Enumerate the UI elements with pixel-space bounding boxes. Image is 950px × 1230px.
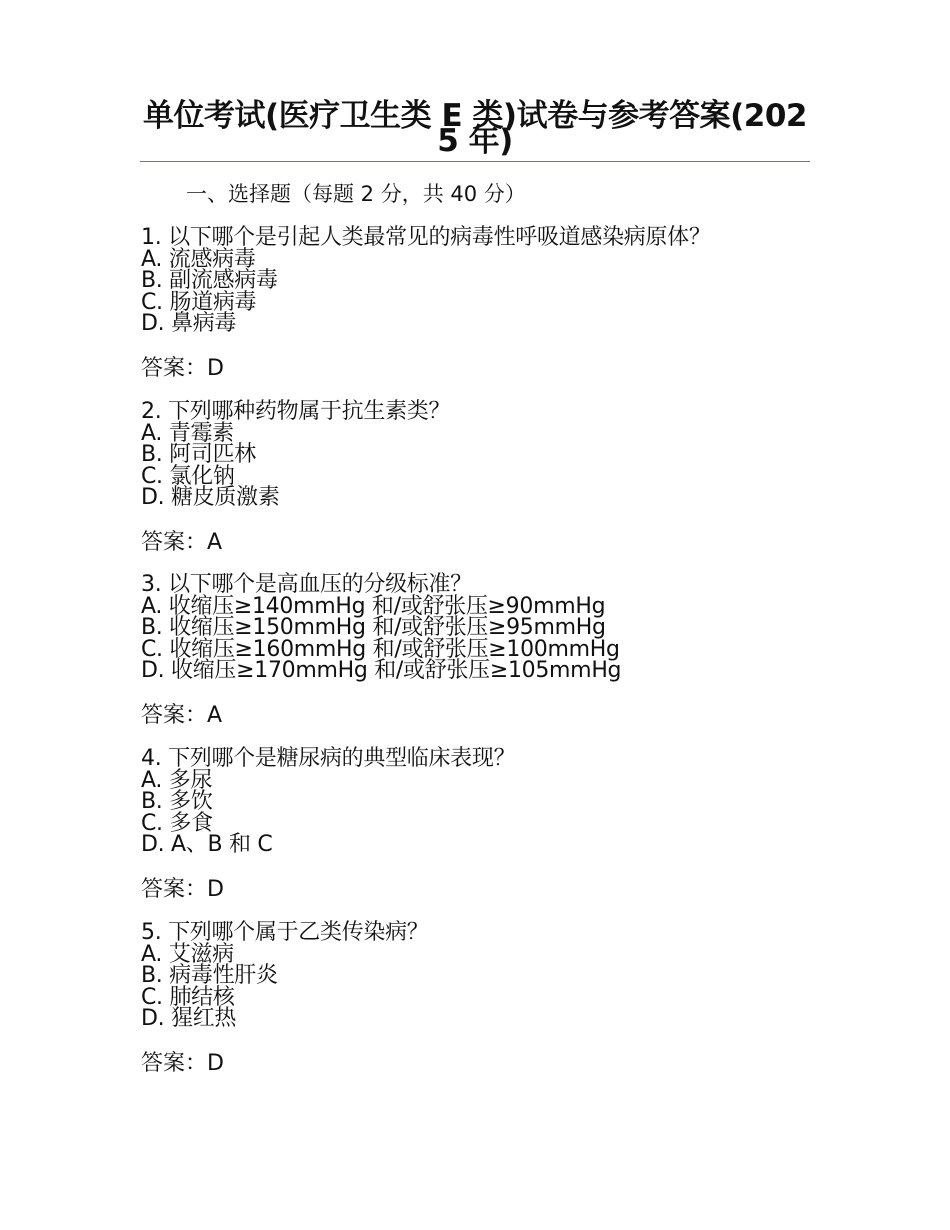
option-d: D. A、B 和 C <box>141 832 273 857</box>
option-d: D. 糖皮质激素 <box>141 485 280 510</box>
question-5 <box>141 922 821 1030</box>
option-d: D. 收缩压≥170mmHg 和/或舒张压≥105mmHg <box>141 658 622 683</box>
question-4 <box>141 748 821 856</box>
option-c: C. 氯化钠 <box>141 463 235 489</box>
option-a: A. 流感病毒 <box>141 246 256 272</box>
title-divider <box>140 161 810 162</box>
option-a: A. 多尿 <box>141 767 213 793</box>
option-d: D. 猩红热 <box>141 1006 237 1031</box>
option-c: C. 多食 <box>141 810 213 836</box>
answer-4: 答案：D <box>141 877 224 902</box>
option-b: B. 病毒性肝炎 <box>141 963 278 988</box>
option-b: B. 收缩压≥150mmHg 和/或舒张压≥95mmHg <box>141 615 606 640</box>
option-c: C. 肠道病毒 <box>141 289 257 315</box>
answer-2: 答案：A <box>141 530 223 555</box>
answer-5: 答案：D <box>141 1051 224 1076</box>
question-3 <box>141 574 821 682</box>
question-stem: 2. 下列哪种药物属于抗生素类？ <box>141 399 451 424</box>
question-1 <box>141 227 821 335</box>
section-heading: 一、选择题（每题 2 分，共 40 分） <box>186 182 526 206</box>
option-a: A. 青霉素 <box>141 420 234 446</box>
option-b: B. 副流感病毒 <box>141 268 278 293</box>
document-title: 单位考试(医疗卫生类 E 类)试卷与参考答案(2025 年) <box>143 98 807 159</box>
question-2 <box>141 401 821 509</box>
option-d: D. 鼻病毒 <box>141 311 237 336</box>
option-a: A. 艾滋病 <box>141 941 234 967</box>
option-a: A. 收缩压≥140mmHg 和/或舒张压≥90mmHg <box>141 593 606 619</box>
option-b: B. 多饮 <box>141 789 213 814</box>
option-c: C. 肺结核 <box>141 984 235 1010</box>
answer-1: 答案：D <box>141 356 224 381</box>
question-stem: 3. 以下哪个是高血压的分级标准？ <box>141 572 472 597</box>
option-b: B. 阿司匹林 <box>141 442 256 467</box>
answer-3: 答案：A <box>141 703 223 728</box>
option-c: C. 收缩压≥160mmHg 和/或舒张压≥100mmHg <box>141 636 620 662</box>
question-stem: 5. 下列哪个属于乙类传染病？ <box>141 920 429 945</box>
question-stem: 1. 以下哪个是引起人类最常见的病毒性呼吸道感染病原体？ <box>141 225 711 250</box>
question-stem: 4. 下列哪个是糖尿病的典型临床表现？ <box>141 746 516 771</box>
